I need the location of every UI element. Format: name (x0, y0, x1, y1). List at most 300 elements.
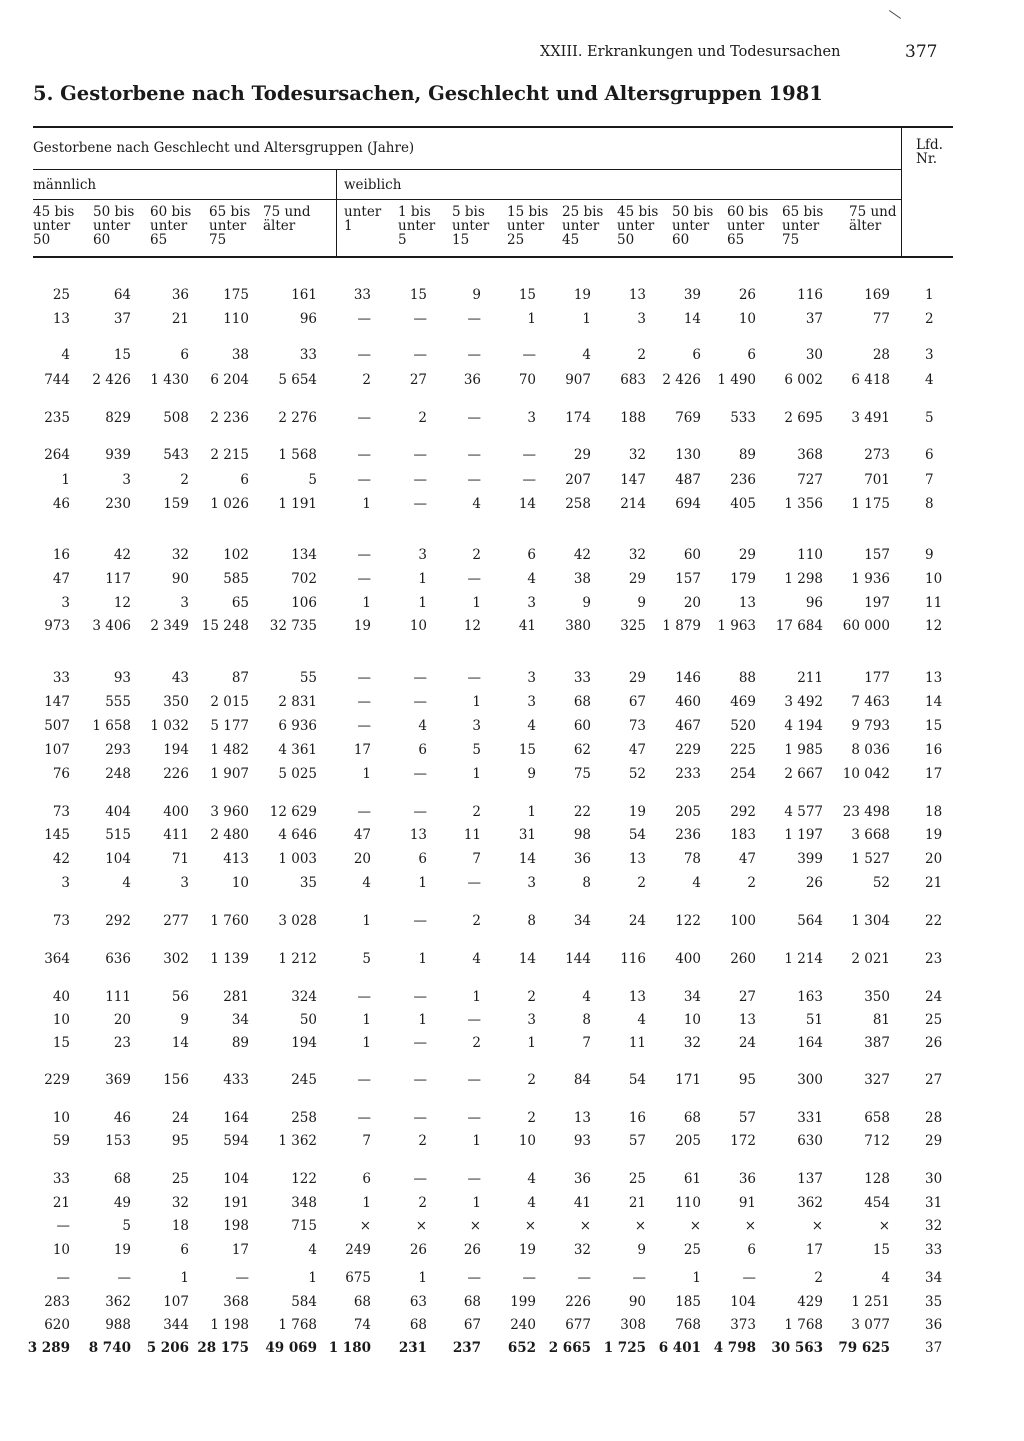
table-cell: 15 (872, 1242, 890, 1258)
table-cell: 9 (180, 1012, 189, 1028)
table-cell: 6 (180, 1242, 189, 1258)
table-cell: 14 (518, 951, 536, 967)
table-cell: 17 (231, 1242, 249, 1258)
column-header-line: 45 bis (617, 204, 659, 220)
lfd-number: 1 (925, 287, 934, 303)
table-cell: 5 (308, 472, 317, 488)
table-cell: — (467, 447, 481, 463)
table-cell: 1 032 (150, 718, 189, 734)
table-cell: 3 028 (278, 913, 317, 929)
table-cell: 594 (223, 1133, 249, 1149)
table-cell: — (413, 913, 427, 929)
table-cell: 179 (730, 571, 756, 587)
table-cell: 744 (44, 372, 70, 388)
table-cell: 281 (223, 989, 249, 1005)
table-cell: 19 (113, 1242, 131, 1258)
table-cell: 84 (573, 1072, 591, 1088)
table-cell: 411 (163, 827, 189, 843)
table-cell: 2 (747, 875, 756, 891)
table-cell: 73 (52, 913, 70, 929)
table-cell: 110 (223, 311, 249, 327)
table-cell: 2 276 (278, 410, 317, 426)
table-cell: 1 (308, 1270, 317, 1286)
table-cell: 2 426 (92, 372, 131, 388)
table-cell: 122 (675, 913, 701, 929)
table-cell: 2 695 (784, 410, 823, 426)
table-cell: 144 (565, 951, 591, 967)
table-cell: — (357, 670, 371, 686)
table-cell: 96 (299, 311, 317, 327)
column-header-line: 75 und (263, 204, 311, 220)
table-cell: 1 (692, 1270, 701, 1286)
table-cell: — (357, 718, 371, 734)
table-cell: 380 (565, 618, 591, 634)
table-cell: 32 (628, 547, 646, 563)
column-header (562, 205, 612, 247)
table-cell: 110 (797, 547, 823, 563)
table-cell: 10 (52, 1012, 70, 1028)
table-cell: 29 (573, 447, 591, 463)
table-cell: 4 (308, 1242, 317, 1258)
table-cell: 64 (113, 287, 131, 303)
column-header-line: 15 (452, 232, 470, 248)
table-cell: 29 (628, 571, 646, 587)
table-cell: 46 (113, 1110, 131, 1126)
table-cell: 2 349 (150, 618, 189, 634)
table-cell: — (467, 1012, 481, 1028)
table-cell: 29 (738, 547, 756, 563)
column-header-line: unter (507, 218, 545, 234)
column-header-line: 75 (209, 232, 227, 248)
table-cell: 4 798 (713, 1340, 756, 1356)
table-cell: 254 (730, 766, 756, 782)
table-cell: 14 (683, 311, 701, 327)
table-cell: 60 000 (842, 618, 890, 634)
table-cell: 2 (472, 547, 481, 563)
table-cell: 1 (527, 1035, 536, 1051)
table-cell: 67 (463, 1317, 481, 1333)
table-cell: × (524, 1218, 536, 1234)
table-cell: 57 (738, 1110, 756, 1126)
table-cell: 2 480 (210, 827, 249, 843)
table-cell: 4 (881, 1270, 890, 1286)
table-cell: — (117, 1270, 131, 1286)
column-header-line: 60 bis (150, 204, 192, 220)
table-cell: 258 (291, 1110, 317, 1126)
table-cell: 1 197 (784, 827, 823, 843)
table-cell: 56 (171, 989, 189, 1005)
table-cell: 6 (362, 1171, 371, 1187)
table-cell: 973 (44, 618, 70, 634)
table-cell: 4 (527, 718, 536, 734)
lfd-number: 2 (925, 311, 934, 327)
lfd-number: 6 (925, 447, 934, 463)
table-cell: 368 (223, 1294, 249, 1310)
table-cell: 1 (472, 766, 481, 782)
table-cell: 9 (582, 595, 591, 611)
table-cell: 362 (797, 1195, 823, 1211)
column-header-line: unter (209, 218, 247, 234)
table-cell: 1 (362, 496, 371, 512)
lfd-number: 18 (925, 804, 943, 820)
table-cell: 585 (223, 571, 249, 587)
table-cell: 51 (805, 1012, 823, 1028)
table-cell: 13 (52, 311, 70, 327)
table-cell: 10 (683, 1012, 701, 1028)
table-cell: — (357, 547, 371, 563)
table-cell: × (811, 1218, 823, 1234)
column-header-line: unter (782, 218, 820, 234)
table-cell: — (413, 311, 427, 327)
table-cell: — (413, 804, 427, 820)
table-cell: 42 (113, 547, 131, 563)
table-cell: — (413, 472, 427, 488)
table-cell: 1 (527, 804, 536, 820)
column-header-line (344, 233, 394, 247)
table-cell: 79 625 (838, 1340, 890, 1356)
table-cell: 5 (472, 742, 481, 758)
table-cell: 584 (291, 1294, 317, 1310)
table-cell: 3 406 (92, 618, 131, 634)
table-cell: 74 (353, 1317, 371, 1333)
table-cell: 37 (113, 311, 131, 327)
lfd-number: 22 (925, 913, 943, 929)
table-cell: 26 (409, 1242, 427, 1258)
table-cell: 3 (527, 694, 536, 710)
table-cell: 25 (683, 1242, 701, 1258)
table-cell: 16 (52, 547, 70, 563)
lfd-number: 15 (925, 718, 943, 734)
table-cell: 164 (797, 1035, 823, 1051)
column-header-line: unter (562, 218, 600, 234)
table-cell: 73 (52, 804, 70, 820)
table-cell: 145 (44, 827, 70, 843)
table-cell: 15 (518, 742, 536, 758)
table-cell: 1 985 (784, 742, 823, 758)
lfd-divider (901, 127, 902, 257)
table-cell: 1 (472, 1133, 481, 1149)
table-cell: 13 (409, 827, 427, 843)
column-header-line: 65 (727, 232, 745, 248)
table-cell: × (579, 1218, 591, 1234)
table-cell: 6 936 (278, 718, 317, 734)
table-cell: — (467, 472, 481, 488)
table-cell: 38 (573, 571, 591, 587)
table-cell: 172 (730, 1133, 756, 1149)
table-cell: × (878, 1218, 890, 1234)
table-cell: 1 725 (603, 1340, 646, 1356)
column-header (452, 205, 502, 247)
table-cell: 237 (452, 1340, 481, 1356)
table-cell: 68 (573, 694, 591, 710)
table-cell: 10 (231, 875, 249, 891)
table-cell: 13 (738, 595, 756, 611)
column-header (150, 205, 200, 247)
table-cell: 25 (171, 1171, 189, 1187)
male-label: männlich (33, 177, 97, 193)
table-cell: 10 (738, 311, 756, 327)
table-cell: — (742, 1270, 756, 1286)
table-cell: 6 002 (784, 372, 823, 388)
column-header (33, 205, 83, 247)
table-cell: 1 (527, 311, 536, 327)
table-cell: 1 (362, 1012, 371, 1028)
table-cell: 6 (180, 347, 189, 363)
table-cell: 1 (472, 595, 481, 611)
table-cell: 4 (362, 875, 371, 891)
table-cell: 205 (675, 1133, 701, 1149)
table-cell: 42 (573, 547, 591, 563)
table-cell: 362 (105, 1294, 131, 1310)
table-cell: 32 (171, 1195, 189, 1211)
table-cell: 68 (683, 1110, 701, 1126)
table-cell: 95 (171, 1133, 189, 1149)
table-cell: 236 (730, 472, 756, 488)
table-cell: 4 (472, 496, 481, 512)
table-cell: 10 (52, 1110, 70, 1126)
table-cell: 1 (472, 1195, 481, 1211)
group-header: Gestorbene nach Geschlecht und Altersgruppen (Jahre) (33, 140, 415, 156)
table-cell: 1 356 (784, 496, 823, 512)
column-header-line: 5 (398, 232, 407, 248)
table-cell: 2 015 (210, 694, 249, 710)
table-cell: 4 (122, 875, 131, 891)
table-cell: 12 629 (269, 804, 317, 820)
table-cell: 2 426 (662, 372, 701, 388)
page-number: 377 (905, 42, 938, 62)
table-cell: 23 498 (842, 804, 890, 820)
table-cell: 47 (738, 851, 756, 867)
table-cell: 49 069 (265, 1340, 317, 1356)
table-cell: 3 (637, 311, 646, 327)
table-cell: 2 665 (548, 1340, 591, 1356)
table-cell: 324 (291, 989, 317, 1005)
table-cell: 22 (573, 804, 591, 820)
table-cell: 17 684 (775, 618, 823, 634)
column-header-line: unter (93, 218, 131, 234)
table-cell: 4 (637, 1012, 646, 1028)
table-cell: 38 (231, 347, 249, 363)
table-cell: 1 (418, 875, 427, 891)
table-cell: — (413, 670, 427, 686)
table-cell: 13 (628, 851, 646, 867)
table-cell: 429 (797, 1294, 823, 1310)
table-cell: × (634, 1218, 646, 1234)
lfd-number: 9 (925, 547, 934, 563)
table-cell: 197 (864, 595, 890, 611)
column-header-line: unter (33, 218, 71, 234)
table-cell: 106 (291, 595, 317, 611)
table-cell: 3 492 (784, 694, 823, 710)
table-cell: — (357, 571, 371, 587)
table-cell: 10 (518, 1133, 536, 1149)
table-cell: 78 (683, 851, 701, 867)
table-cell: 3 (527, 410, 536, 426)
table-cell: 727 (797, 472, 823, 488)
table-cell: 331 (797, 1110, 823, 1126)
table-cell: 1 (472, 694, 481, 710)
column-header (263, 205, 313, 247)
table-cell: 5 025 (278, 766, 317, 782)
table-cell: 683 (620, 372, 646, 388)
table-cell: 52 (628, 766, 646, 782)
table-cell: 13 (573, 1110, 591, 1126)
table-cell: 636 (105, 951, 131, 967)
column-header-line: 50 bis (672, 204, 714, 220)
table-cell: 1 191 (278, 496, 317, 512)
table-cell: 6 401 (658, 1340, 701, 1356)
column-header (672, 205, 722, 247)
table-cell: 41 (573, 1195, 591, 1211)
lfd-number: 36 (925, 1317, 943, 1333)
table-cell: 32 (628, 447, 646, 463)
table-cell: 19 (518, 1242, 536, 1258)
table-cell: 157 (675, 571, 701, 587)
table-cell: 1 180 (328, 1340, 371, 1356)
column-header-line: 65 (150, 232, 168, 248)
table-cell: 89 (231, 1035, 249, 1051)
table-cell: 2 (472, 804, 481, 820)
table-cell: 62 (573, 742, 591, 758)
table-cell: 6 (747, 1242, 756, 1258)
table-cell: 194 (163, 742, 189, 758)
table-cell: 7 (472, 851, 481, 867)
table-cell: 240 (510, 1317, 536, 1333)
column-header-line: 75 und (849, 204, 897, 220)
table-cell: 191 (223, 1195, 249, 1211)
table-cell: 39 (683, 287, 701, 303)
table-cell: 6 418 (851, 372, 890, 388)
table-cell: 4 (692, 875, 701, 891)
table-cell: 52 (872, 875, 890, 891)
table-cell: 1 212 (278, 951, 317, 967)
table-cell: 102 (223, 547, 249, 563)
lfd-number: 14 (925, 694, 943, 710)
table-cell: 3 960 (210, 804, 249, 820)
table-cell: 21 (628, 1195, 646, 1211)
table-cell: 146 (675, 670, 701, 686)
column-header-line (849, 233, 899, 247)
table-cell: 33 (52, 1171, 70, 1187)
table-cell: 4 (61, 347, 70, 363)
lfd-number: 33 (925, 1242, 943, 1258)
table-cell: 2 (814, 1270, 823, 1286)
table-cell: 939 (105, 447, 131, 463)
table-cell: 1 175 (851, 496, 890, 512)
table-cell: 199 (510, 1294, 536, 1310)
table-cell: 1 (362, 1035, 371, 1051)
table-cell: 15 (52, 1035, 70, 1051)
table-cell: 34 (573, 913, 591, 929)
table-cell: 104 (105, 851, 131, 867)
table-cell: 400 (163, 804, 189, 820)
table-cell: 292 (105, 913, 131, 929)
table-cell: 469 (730, 694, 756, 710)
table-cell: 3 (180, 595, 189, 611)
table-cell: 1 298 (784, 571, 823, 587)
table-cell: 37 (805, 311, 823, 327)
table-cell: — (467, 875, 481, 891)
table-cell: 454 (864, 1195, 890, 1211)
column-header (849, 205, 899, 247)
table-cell: 226 (163, 766, 189, 782)
table-cell: 76 (52, 766, 70, 782)
table-cell: 5 206 (146, 1340, 189, 1356)
table-cell: 19 (628, 804, 646, 820)
table-cell: 12 (113, 595, 131, 611)
table-cell: 156 (163, 1072, 189, 1088)
table-cell: 32 (573, 1242, 591, 1258)
table-cell: 107 (163, 1294, 189, 1310)
table-cell: 17 (805, 1242, 823, 1258)
table-cell: 26 (738, 287, 756, 303)
lfd-number: 23 (925, 951, 943, 967)
table-cell: 3 (61, 875, 70, 891)
table-cell: 9 (637, 595, 646, 611)
table-cell: 2 (362, 372, 371, 388)
table-cell: 373 (730, 1317, 756, 1333)
table-cell: 6 (527, 547, 536, 563)
column-header-line: 75 (782, 232, 800, 248)
table-cell: — (413, 1110, 427, 1126)
table-cell: 7 463 (851, 694, 890, 710)
table-cell: 31 (518, 827, 536, 843)
column-header-line: 1 (344, 218, 353, 234)
table-cell: 1 139 (210, 951, 249, 967)
table-cell: 4 577 (784, 804, 823, 820)
table-cell: 15 (113, 347, 131, 363)
column-header (209, 205, 259, 247)
table-cell: 3 (418, 547, 427, 563)
table-cell: 1 (362, 1195, 371, 1211)
table-cell: 1 768 (278, 1317, 317, 1333)
table-cell: 283 (44, 1294, 70, 1310)
table-cell: 59 (52, 1133, 70, 1149)
column-header-line: unter (672, 218, 710, 234)
table-cell: — (413, 1035, 427, 1051)
table-cell: 36 (573, 1171, 591, 1187)
table-cell: 308 (620, 1317, 646, 1333)
table-cell: 712 (864, 1133, 890, 1149)
table-cell: 988 (105, 1317, 131, 1333)
table-cell: 111 (105, 989, 131, 1005)
table-cell: 4 (527, 1195, 536, 1211)
table-cell: 1 198 (210, 1317, 249, 1333)
table-cell: 9 793 (851, 718, 890, 734)
table-cell: — (467, 670, 481, 686)
table-cell: 3 077 (851, 1317, 890, 1333)
lfd-number: 29 (925, 1133, 943, 1149)
table-cell: 71 (171, 851, 189, 867)
table-cell: 93 (573, 1133, 591, 1149)
table-cell: 36 (738, 1171, 756, 1187)
table-cell: 3 (61, 595, 70, 611)
lfd-number: 4 (925, 372, 934, 388)
table-cell: 205 (675, 804, 701, 820)
table-cell: 1 251 (851, 1294, 890, 1310)
table-cell: 34 (683, 989, 701, 1005)
table-cell: 4 (418, 718, 427, 734)
table-cell: 163 (797, 989, 823, 1005)
table-cell: 30 563 (771, 1340, 823, 1356)
table-cell: 17 (353, 742, 371, 758)
table-cell: 2 021 (851, 951, 890, 967)
table-cell: 25 (52, 287, 70, 303)
table-cell: 1 907 (210, 766, 249, 782)
table-cell: 387 (864, 1035, 890, 1051)
table-cell: 4 (527, 1171, 536, 1187)
table-cell: 4 (582, 989, 591, 1005)
